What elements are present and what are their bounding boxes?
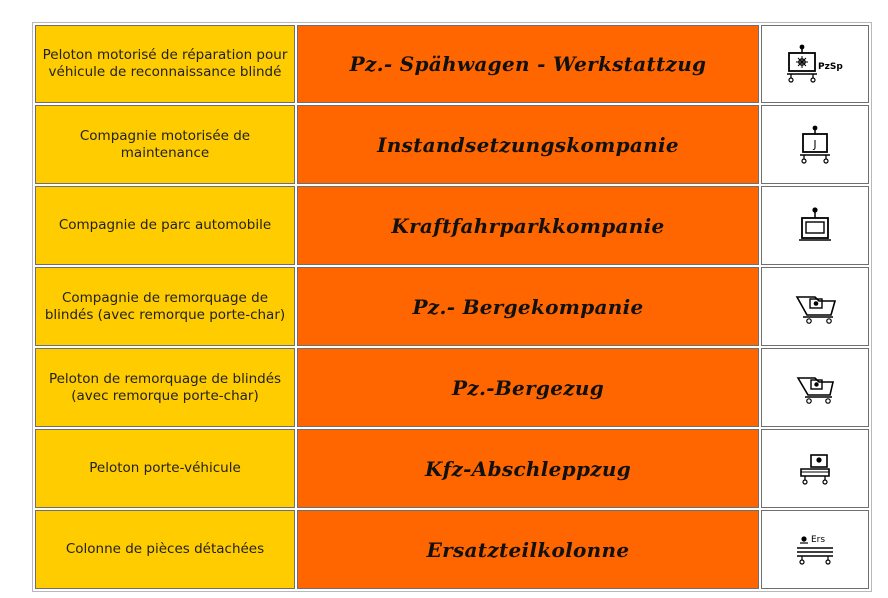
table-row (35, 348, 869, 427)
tank-trailer-small-icon (793, 368, 837, 408)
table-row (35, 186, 869, 265)
german-name-cell: Instandsetzungskompanie (297, 105, 759, 184)
french-name-cell: Compagnie de remorquage de blindés (avec remorque porte-char) (35, 267, 295, 346)
spare-parts-column-icon (793, 530, 837, 570)
table-row (35, 105, 869, 184)
german-name-cell: Pz.- Bergekompanie (297, 267, 759, 346)
french-name-cell: Peloton motorisé de réparation pour véhicule de reconnaissance blindé (35, 25, 295, 103)
symbol-label: PzSp (818, 62, 843, 72)
german-name-cell: Kraftfahrparkkompanie (297, 186, 759, 265)
symbol-label: J (813, 137, 817, 151)
german-name-cell: Pz.-Bergezug (297, 348, 759, 427)
french-name-cell: Compagnie motorisée de maintenance (35, 105, 295, 184)
vehicle-box-rect-icon (795, 206, 835, 246)
symbol-cell (761, 25, 869, 103)
symbol-cell (761, 348, 869, 427)
vehicle-box-j-icon (795, 125, 835, 165)
german-name-cell: Kfz-Abschleppzug (297, 429, 759, 508)
table-row (35, 25, 869, 103)
symbol-cell (761, 267, 869, 346)
french-name-cell: Colonne de pièces détachées (35, 510, 295, 589)
table-row (35, 429, 869, 508)
symbol-cell (761, 186, 869, 265)
table-row (35, 510, 869, 589)
french-name-cell: Peloton de remorquage de blindés (avec remorque porte-char) (35, 348, 295, 427)
symbol-cell (761, 510, 869, 589)
vehicle-box-gear-pzsp-icon (785, 44, 845, 84)
unit-symbols-table (32, 22, 872, 592)
table-row (35, 267, 869, 346)
french-name-cell: Compagnie de parc automobile (35, 186, 295, 265)
symbol-cell (761, 429, 869, 508)
german-name-cell: Pz.- Spähwagen - Werkstattzug (297, 25, 759, 103)
tank-trailer-icon (793, 287, 837, 327)
symbol-label: Ers (811, 534, 826, 545)
vehicle-carrier-icon (795, 449, 835, 489)
symbol-cell (761, 105, 869, 184)
german-name-cell: Ersatzteilkolonne (297, 510, 759, 589)
french-name-cell: Peloton porte-véhicule (35, 429, 295, 508)
